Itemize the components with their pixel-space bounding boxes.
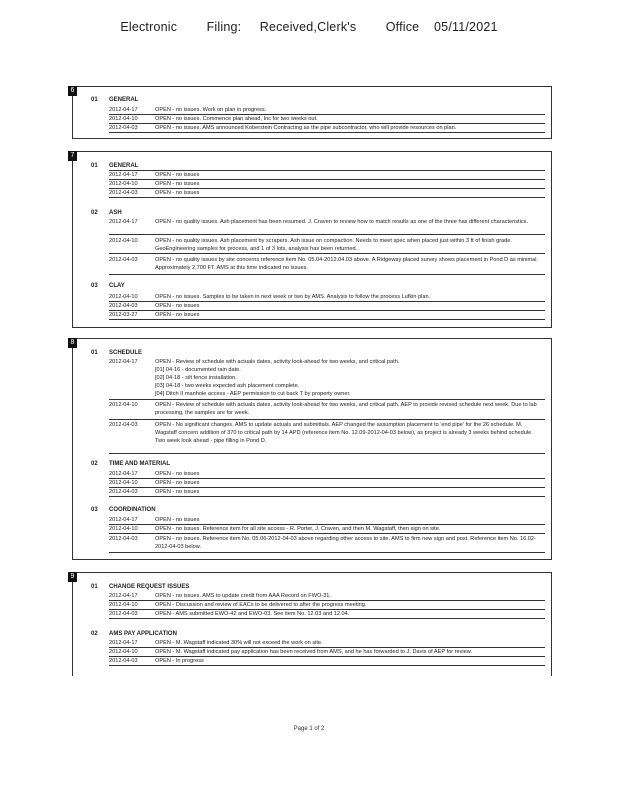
row-text: OPEN - no issues [155, 172, 200, 178]
header-date: 05/11/2021 [434, 20, 498, 34]
topic-name: CLAY [109, 283, 125, 289]
filing-stamp-header [0, 20, 618, 34]
row-date: 2012-04-17 [109, 172, 138, 178]
section-number: 8 [68, 338, 77, 348]
row-text: OPEN - no issues. Samples to be taken in next week or two by AMS. Analysis to follow the process Lufkin plan. [155, 294, 431, 300]
topic-number: 03 [91, 283, 98, 289]
row-text: [01] 04-16 - documented rain date. [155, 367, 241, 373]
section-number: 6 [68, 86, 77, 96]
topic-name: GENERAL [109, 163, 139, 169]
topic-name: CHANGE REQUEST ISSUES [109, 584, 190, 590]
row-date: 2012-04-03 [109, 190, 138, 196]
divider [109, 419, 545, 420]
topic-name: SCHEDULE [109, 350, 143, 356]
row-date: 2012-04-03 [109, 536, 138, 542]
divider [109, 618, 545, 619]
row-date: 2012-04-10 [109, 116, 138, 122]
divider [109, 319, 545, 320]
header-filing: Filing: [206, 20, 242, 34]
row-date: 2012-04-10 [109, 480, 138, 486]
topic-number: 02 [91, 210, 98, 216]
row-text: OPEN - no issues [155, 181, 200, 187]
row-text: OPEN - no quality issues. Ash placement has been resumed. J. Craven to review how to match results as one of the three has different characteristics. [155, 219, 528, 225]
row-date: 2012-04-17 [109, 471, 138, 477]
row-text: OPEN - no issues. Work on plan in progress. [155, 107, 267, 113]
divider [109, 665, 545, 666]
section-8 [72, 338, 552, 560]
divider [109, 234, 545, 235]
divider [109, 453, 545, 454]
divider [109, 533, 545, 534]
row-date: 2012-04-03 [109, 658, 138, 664]
row-date: 2012-04-10 [109, 602, 138, 608]
row-text: [04] Ditch II manhole access - AEP permission to cut back T by property owner. [155, 391, 351, 397]
row-text: OPEN - no quality issues. Ash placement by scrapers. Ash issue on compaction. Needs to meet spec when placed just within 3 ft of finish grade. GeoEngineering samples for process, and 1 of 3 lots, analysis has been returned. [155, 238, 512, 252]
row-text: OPEN - no issues [155, 303, 200, 309]
topic-name: COORDINATION [109, 507, 156, 513]
divider [109, 274, 545, 275]
row-date: 2012-04-10 [109, 526, 138, 532]
section-6 [72, 86, 552, 139]
topic-name: ASH [109, 210, 122, 216]
section-number: 7 [68, 151, 77, 161]
row-text: OPEN - M. Wagstaff indicated 30% will not exceed the work on site. [155, 640, 323, 646]
row-date: 2012-04-17 [109, 107, 138, 113]
topic-number: 02 [91, 631, 98, 637]
row-text: OPEN - no issues [155, 480, 200, 486]
row-date: 2012-04-03 [109, 257, 138, 263]
topic-name: TIME AND MATERIAL [109, 461, 170, 467]
row-text: OPEN - no issues [155, 489, 200, 495]
section-7 [72, 151, 552, 328]
row-text: OPEN - no issues [155, 312, 200, 318]
row-text: OPEN - AMS submitted EWO-42 and EWO-03. See item No. 12.03 and 12.04. [155, 611, 350, 617]
row-text: [02] 04-18 - silt fence installation. [155, 375, 237, 381]
section-9 [72, 572, 552, 676]
header-prefix: Electronic [120, 20, 178, 34]
row-text: [03] 04-18 - two weeks expected ash placement complete. [155, 383, 300, 389]
row-date: 2012-04-10 [109, 238, 138, 244]
row-text: OPEN - M. Wagstaff indicated pay application has been received from AMS, and he has forwarded to J. Davis of AEP for review. [155, 649, 473, 655]
divider [109, 253, 545, 254]
section-number: 9 [68, 572, 77, 582]
row-date: 2012-04-10 [109, 402, 138, 408]
row-date: 2012-04-17 [109, 640, 138, 646]
row-date: 2012-04-10 [109, 181, 138, 187]
divider [109, 399, 545, 400]
row-text: OPEN - No significant changes. AMS to update actuals and submittals. AEP changed the assumption placement to 'end pipe' for the 26 schedule. M. Wagstaff concern addition of 370 to critical path by 14 APD (reference item No. 12.09-2012-04-03 below), as project is already 3 weeks behind schedule. Two week look ahead - pipe filling in Pond D. [155, 422, 533, 444]
row-date: 2012-04-03 [109, 125, 138, 131]
row-text: OPEN - no issues. Reference item No. 05.06-2012-04-03 above regarding other access to site. AMS to firm new sign and post. Reference item No. 16.02-2012-04-03 below. [155, 536, 536, 550]
header-office: Office [385, 20, 420, 34]
row-text: OPEN - no issues. Commence plan ahead, Inc for two weeks out. [155, 116, 318, 122]
divider [109, 197, 545, 198]
topic-number: 01 [91, 163, 98, 169]
row-date: 2012-04-03 [109, 422, 138, 428]
row-text: OPEN - no issues [155, 190, 200, 196]
row-date: 2012-03-27 [109, 312, 138, 318]
row-text: OPEN - no issues. AMS announced Koberstein Contracting as the pipe subcontractor, who will provide resources on plan. [155, 125, 457, 131]
row-text: OPEN - no quality issues by site concerns reference item No. 05.04-2012.04.03 above. A Ridgeway placed survey shows placement in Pond D as minimal. Approximately 2,700 FT. AMS at this time indicated no issues. [155, 257, 539, 271]
row-date: 2012-04-03 [109, 303, 138, 309]
divider [109, 552, 545, 553]
row-date: 2012-04-03 [109, 611, 138, 617]
topic-number: 01 [91, 97, 98, 103]
row-text: OPEN - no issues [155, 517, 200, 523]
topic-name: AMS PAY APPLICATION [109, 631, 177, 637]
row-date: 2012-04-17 [109, 359, 138, 365]
row-date: 2012-04-03 [109, 489, 138, 495]
row-date: 2012-04-10 [109, 649, 138, 655]
header-received: Received,Clerk's [259, 20, 357, 34]
divider [109, 132, 545, 133]
row-text: OPEN - In progress [155, 658, 204, 664]
row-date: 2012-04-17 [109, 219, 138, 225]
topic-number: 02 [91, 461, 98, 467]
row-text: OPEN - Review of schedule with actuals dates, activity look-ahead for two weeks, and critical path. [155, 359, 400, 365]
row-text: OPEN - no issues. AMS to update credit from AAA Record on FWO-31. [155, 593, 331, 599]
row-text: OPEN - Review of schedule with actuals dates, activity look-ahead for two weeks, and critical path. AEP to provide revised schedule next week. Due to lab processing, the samples are for week. [155, 402, 537, 416]
row-date: 2012-04-17 [109, 593, 138, 599]
topic-name: GENERAL [109, 97, 139, 103]
row-date: 2012-04-17 [109, 517, 138, 523]
row-text: OPEN - Discussion and review of EACs to be delivered to after the progress meeting. [155, 602, 367, 608]
row-date: 2012-04-10 [109, 294, 138, 300]
row-text: OPEN - no issues. Reference item for all site access - R. Porter, J. Craven, and then M. Wagstaff, then sign on site. [155, 526, 441, 532]
topic-number: 01 [91, 584, 98, 590]
topic-number: 03 [91, 507, 98, 513]
divider [109, 496, 545, 497]
page-number: Page 1 of 2 [293, 726, 325, 732]
row-text: OPEN - no issues [155, 471, 200, 477]
topic-number: 01 [91, 350, 98, 356]
